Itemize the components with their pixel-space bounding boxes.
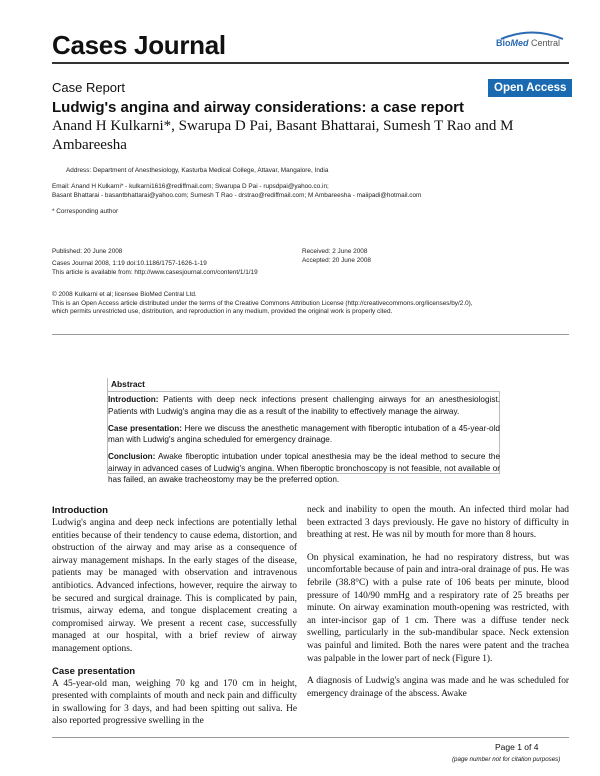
license-line: which permits unrestricted use, distribution, and reproduction in any medium, provided the original work is properly cited. [52,308,393,316]
abstract-case-label: Case presentation: [108,423,182,433]
biomed-central-logo [496,38,560,49]
footer-rule [52,737,569,738]
history-dates [302,248,371,265]
meta-divider [52,334,569,335]
copyright: © 2008 Kulkarni et al; licensee BioMed Central Ltd. [52,291,197,298]
logo-bio: Bio [496,38,511,48]
body-paragraph: neck and inability to open the mouth. An infected third molar had been extracted 3 days previously. He gave no history of difficulty in breathing at rest. He was nil by mouth for more than 8 hours. [307,505,569,541]
author-emails [52,183,572,200]
author-address: Address: Department of Anesthesiology, Kasturba Medical College, Attavar, Mangalore, India [66,167,329,174]
publication-info [52,248,258,278]
abstract-conclusion [108,451,500,485]
body-paragraph: A diagnosis of Ludwig's angina was made and he was scheduled for emergency drainage of the abscess. Awake [307,676,569,699]
intro-heading: Introduction [52,505,108,516]
citation: Cases Journal 2008, 1:19 doi:10.1186/1757-1626-1-19 [52,259,207,267]
case-heading: Case presentation [52,665,136,677]
body-paragraph: On physical examination, he had no respiratory distress, but was uncomfortable because of pain and intra-oral drainage of pus. He was febrile (38.8°C) with a pulse rate of 106 beats per minute, blood pressure of 140/90 mmHg and a respiratory rate of 25 breaths per minute. On airway examination mouth-opening was restricted, with an inter-incisor gap of 1 cm. There was a diffuse tender neck swelling, particularly in the sub-mandibular space. Neck extension was painful and limited. Both the nares were patent and the trachea was palpable in the lower part of neck (Figure 1). [307,552,569,664]
article-url: This article is available from: http://www.casesjournal.com/content/1/1/19 [52,269,258,277]
right-column [307,504,569,710]
left-column [52,505,297,738]
article-title: Ludwig's angina and airway considerations: a case report [52,99,465,116]
corresponding-note: * Corresponding author [52,208,119,215]
author-list: Anand H Kulkarni*, Swarupa D Pai, Basant Bhattarai, Sumesh T Rao and M Ambareesha [52,118,514,153]
email-line: Basant Bhattarai - basantbhattarai@yahoo.com; Sumesh T Rao - drstrao@rediffmail.com; M Ambareesha - maiipadi@hotmail.com [52,191,422,199]
license-line: This is an Open Access article distributed under the terms of the Creative Commons Attribution License (http://creativecommons.org/licenses/by/2.0), [52,299,473,307]
abstract-conclusion-label: Conclusion: [108,452,156,462]
journal-title: Cases Journal [52,30,226,60]
license-block [52,291,572,317]
received-date: Received: 2 June 2008 [302,248,368,255]
article-type: Case Report [52,80,125,95]
page-number: Page 1 of 4 [495,742,539,752]
accepted-date: Accepted: 20 June 2008 [302,256,371,264]
abstract-heading: Abstract [108,378,500,392]
case-paragraph: A 45-year-old man, weighing 70 kg and 170 cm in height, presented with complaints of mouth and neck pain and difficulty in swallowing for 3 days, and had been spitting out saliva. He also reported progressive swelling in the [52,678,297,727]
published-date: Published: 20 June 2008 [52,248,123,255]
logo-med: Med [510,38,529,48]
page-number-note: (page number not for citation purposes) [452,756,561,763]
abstract [108,378,500,491]
abstract-intro-label: Introduction: [108,395,159,405]
abstract-introduction [108,394,500,417]
intro-paragraph: Ludwig's angina and deep neck infections are potentially lethal entities because of their tendency to cause edema, distortion, and obstruction of the airway and may arise as a consequence of airway management mishaps. In the early stages of the disease, patients may be managed with observation and intravenous antibiotics. Advanced infections, however, require the airway to be secured and surgical drainage. This is complicated by pain, trismus, airway edema, and tongue displacement creating a compromised airway. We present a recent case, successfully managed at our hospital, with a brief review of airway management options. [52,518,297,654]
abstract-conclusion-text: Awake fiberoptic intubation under topical anesthesia may be the ideal method to secure the airway in advanced cases of Ludwig's angina. When fiberoptic bronchoscopy is not feasible, not available or has failed, an awake tracheostomy may be the preferred option. [108,452,500,485]
abstract-case-text: Here we discuss the anesthetic management with fiberoptic intubation of a 45-year-old man with Ludwig's angina scheduled for emergency drainage. [108,423,500,445]
logo-central: Central [531,38,561,48]
open-access-badge: Open Access [488,79,572,97]
header-rule [52,62,569,64]
abstract-case [108,423,500,446]
email-line: Email: Anand H Kulkarni* - kulkarni1616@rediffmail.com; Swarupa D Pai - rupsdpai@yahoo.co.in; [52,183,329,190]
abstract-intro-text: Patients with deep neck infections present challenging airways for an anesthesiologist. Patients with Ludwig's angina may die as a result of the inability to effectively manage the airway. [108,395,500,416]
